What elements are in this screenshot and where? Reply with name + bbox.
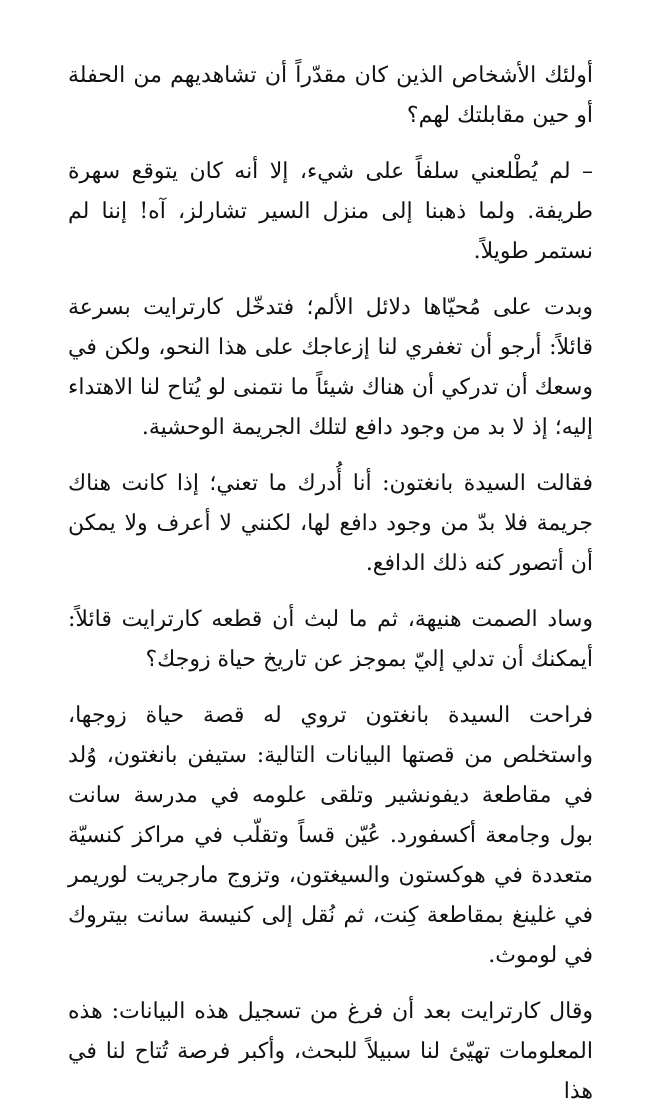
paragraph-3: وبدت على مُحيّاها دلائل الألم؛ فتدخّل كارترايت بسرعة قائلاً: أرجو أن تغفري لنا إزعاجك على هذا النحو، ولكن في وسعك أن تدركي أن هناك شيئاً ما نتمنى لو يُتاح لنا الاهتداء إليه؛ إذ لا بد من وجود دافع لتلك الجريمة الوحشية. bbox=[68, 295, 593, 440]
paragraph-7: وقال كارترايت بعد أن فرغ من تسجيل هذه البيانات: هذه المعلومات تهيّئ لنا سبيلاً للبحث، وأكبر فرصة تُتاح لنا في هذا bbox=[68, 999, 593, 1104]
paragraph-6: فراحت السيدة بانغتون تروي له قصة حياة زوجها، واستخلص من قصتها البيانات التالية: ستيفن بانغتون، وُلد في مقاطعة ديفونشير وتلقى علومه في مدرسة سانت بول وجامعة أكسفورد. عُيّن قساً وتقلّب في مراكز كنسيّة متعددة في هوكستون والسيغتون، وتزوج مارجريت لوريمر في غلينغ بمقاطعة كِنت، ثم نُقل إلى كنيسة سانت بيتروك في لوموث. bbox=[68, 703, 593, 968]
paragraph-4: فقالت السيدة بانغتون: أنا أُدرك ما تعني؛ إذا كانت هناك جريمة فلا بدّ من وجود دافع لها، لكنني لا أعرف ولا يمكن أن أتصور كنه ذلك الدافع. bbox=[68, 471, 593, 576]
paragraph-2: – لم يُطْلعني سلفاً على شيء، إلا أنه كان يتوقع سهرة طريفة. ولما ذهبنا إلى منزل السير تشارلز، آه! إننا لم نستمر طويلاً. bbox=[68, 159, 593, 264]
paragraph-5: وساد الصمت هنيهة، ثم ما لبث أن قطعه كارترايت قائلاً: أيمكنك أن تدلي إليّ بموجز عن تاريخ حياة زوجك؟ bbox=[68, 607, 593, 672]
paragraph-1: أولئك الأشخاص الذين كان مقدّراً أن تشاهديهم من الحفلة أو حين مقابلتك لهم؟ bbox=[68, 63, 593, 128]
